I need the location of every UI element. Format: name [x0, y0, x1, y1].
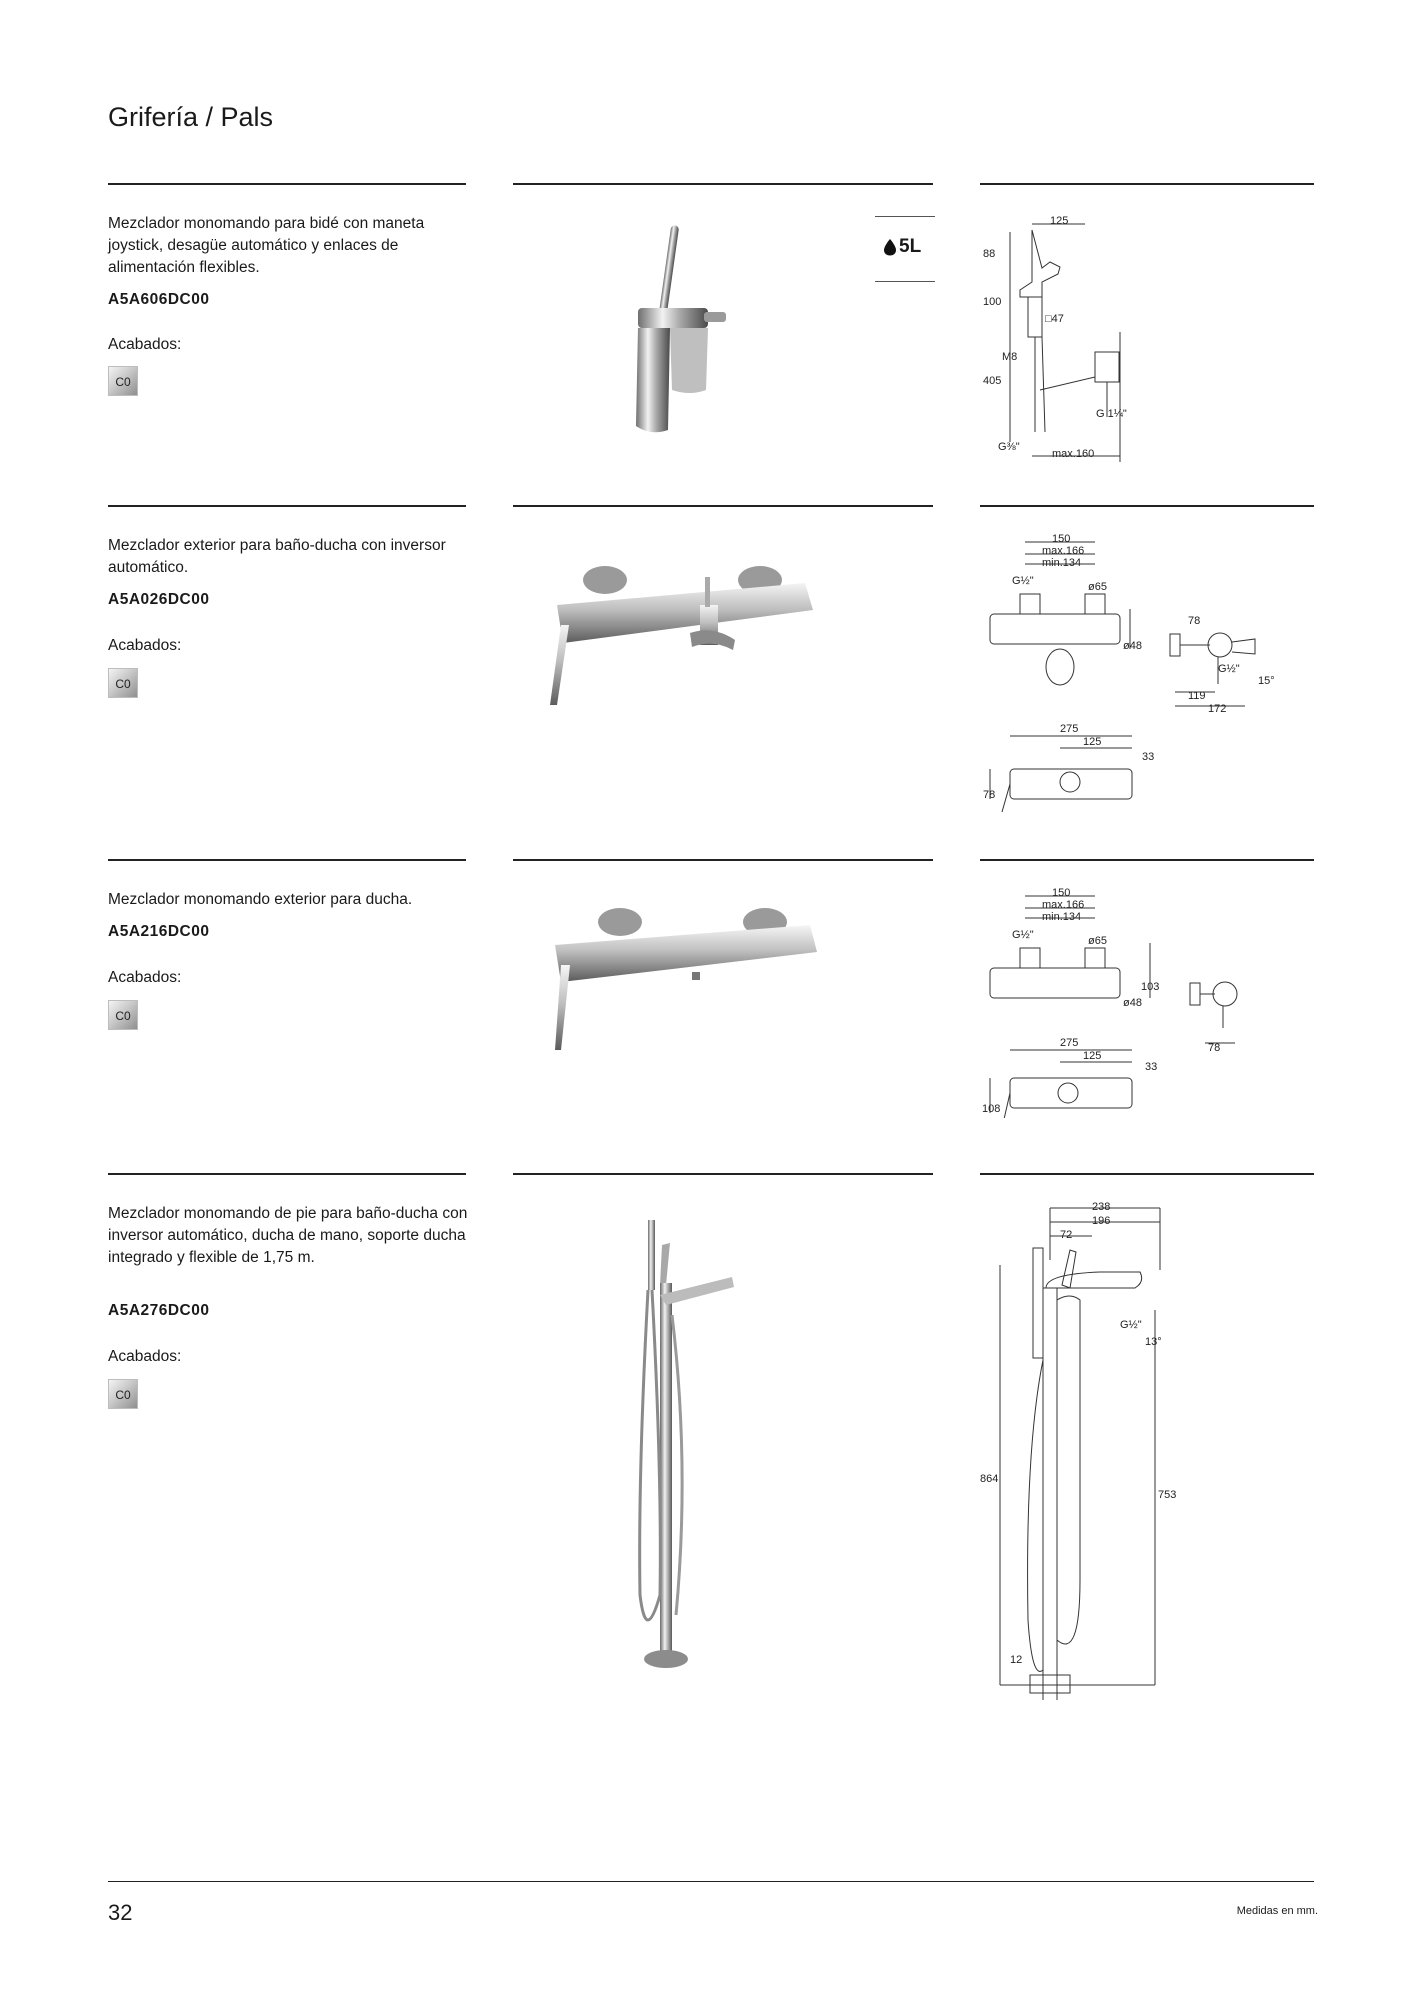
dimension-label: max.166	[1042, 899, 1085, 911]
finish-swatch-chrome[interactable]: C0	[108, 366, 138, 396]
dimension-label: 196	[1092, 1215, 1111, 1227]
dimension-label: 125	[1050, 215, 1069, 227]
footer-divider	[108, 1881, 1314, 1882]
dimension-label: 125	[1083, 1050, 1102, 1062]
technical-drawing-bidet-mixer	[980, 212, 1160, 468]
dimension-label: 119	[1188, 690, 1206, 702]
dimension-label: 108	[982, 1103, 1001, 1115]
dimension-label: 753	[1158, 1489, 1177, 1501]
product-reference: A5A216DC00	[108, 923, 210, 940]
dimension-label: ø65	[1088, 935, 1107, 947]
dimension-label: 33	[1145, 1061, 1158, 1073]
page-title: Grifería / Pals	[108, 102, 274, 132]
product-description: Mezclador monomando para bidé con maneta joystick, desagüe automático y enlaces de alimentación flexibles.	[108, 215, 425, 276]
dimension-label: G½"	[1218, 663, 1240, 675]
dimension-label: 72	[1060, 1229, 1073, 1241]
dimension-label: ø65	[1088, 581, 1107, 593]
dimension-label: 15°	[1258, 675, 1275, 687]
dimension-label: G 1¼"	[1096, 408, 1127, 420]
water-drop-icon	[883, 238, 897, 256]
product-photo-shower-mixer	[555, 900, 825, 1055]
section-divider	[513, 183, 933, 185]
dimension-label: ø48	[1123, 997, 1142, 1009]
dimension-label: 103	[1141, 981, 1160, 993]
product-reference: A5A276DC00	[108, 1302, 210, 1319]
section-divider	[513, 505, 933, 507]
product-description: Mezclador exterior para baño-ducha con inversor automático.	[108, 537, 446, 576]
flow-rate-badge	[875, 216, 935, 282]
technical-drawing-freestanding-mixer	[980, 1200, 1190, 1700]
section-divider	[513, 1173, 933, 1175]
dimension-label: 78	[1188, 615, 1201, 627]
dimension-label: 78	[983, 789, 996, 801]
dimension-label: 13°	[1145, 1336, 1162, 1348]
dimension-label: M8	[1002, 351, 1018, 363]
dimension-label: min.134	[1042, 557, 1082, 569]
dimension-label: max.160	[1052, 448, 1095, 460]
section-divider	[108, 505, 466, 507]
dimension-label: ø48	[1123, 640, 1142, 652]
dimension-label: 33	[1142, 751, 1155, 763]
product-photo-bidet-mixer	[610, 220, 760, 440]
dimension-label: 275	[1060, 723, 1079, 735]
technical-drawing-bath-shower-mixer	[980, 534, 1290, 812]
section-divider	[980, 505, 1314, 507]
product-description: Mezclador monomando de pie para baño-ducha con inversor automático, ducha de mano, soporte ducha integrado y flexible de 1,75 m.	[108, 1205, 468, 1266]
section-divider	[980, 1173, 1314, 1175]
section-divider	[108, 859, 466, 861]
finishes-label: Acabados:	[108, 336, 182, 353]
finish-swatch-chrome[interactable]: C0	[108, 668, 138, 698]
flow-rate-value: 5L	[899, 236, 922, 257]
product-photo-freestanding-mixer	[620, 1215, 740, 1675]
finish-swatch-chrome[interactable]: C0	[108, 1000, 138, 1030]
dimension-label: 405	[983, 375, 1002, 387]
section-divider	[980, 183, 1314, 185]
dimension-label: □47	[1045, 313, 1064, 325]
product-reference: A5A026DC00	[108, 591, 210, 608]
product-description: Mezclador monomando exterior para ducha.	[108, 891, 413, 908]
finishes-label: Acabados:	[108, 969, 182, 986]
product-reference: A5A606DC00	[108, 291, 210, 308]
section-divider	[108, 1173, 466, 1175]
section-divider	[513, 859, 933, 861]
dimension-label: 275	[1060, 1037, 1079, 1049]
section-divider	[980, 859, 1314, 861]
dimension-label: G½"	[1012, 575, 1034, 587]
dimension-label: 125	[1083, 736, 1102, 748]
units-note: Medidas en mm.	[1236, 1905, 1318, 1917]
dimension-label: 12	[1010, 1654, 1023, 1666]
dimension-label: 172	[1208, 703, 1227, 715]
dimension-label: 88	[983, 248, 996, 260]
dimension-label: G⅜"	[998, 441, 1020, 453]
dimension-label: 238	[1092, 1201, 1111, 1213]
technical-drawing-shower-mixer	[980, 888, 1270, 1118]
dimension-label: 150	[1052, 534, 1071, 545]
dimension-label: 100	[983, 296, 1002, 308]
dimension-label: 78	[1208, 1042, 1221, 1054]
dimension-label: 150	[1052, 888, 1071, 899]
dimension-label: G½"	[1120, 1319, 1142, 1331]
section-divider	[108, 183, 466, 185]
dimension-label: G½"	[1012, 929, 1034, 941]
dimension-label: min.134	[1042, 911, 1082, 923]
finishes-label: Acabados:	[108, 637, 182, 654]
finish-swatch-chrome[interactable]: C0	[108, 1379, 138, 1409]
page-number: 32	[108, 1900, 133, 1925]
dimension-label: max.166	[1042, 545, 1085, 557]
dimension-label: 864	[980, 1473, 999, 1485]
finishes-label: Acabados:	[108, 1348, 182, 1365]
product-photo-bath-shower-mixer	[545, 555, 825, 710]
